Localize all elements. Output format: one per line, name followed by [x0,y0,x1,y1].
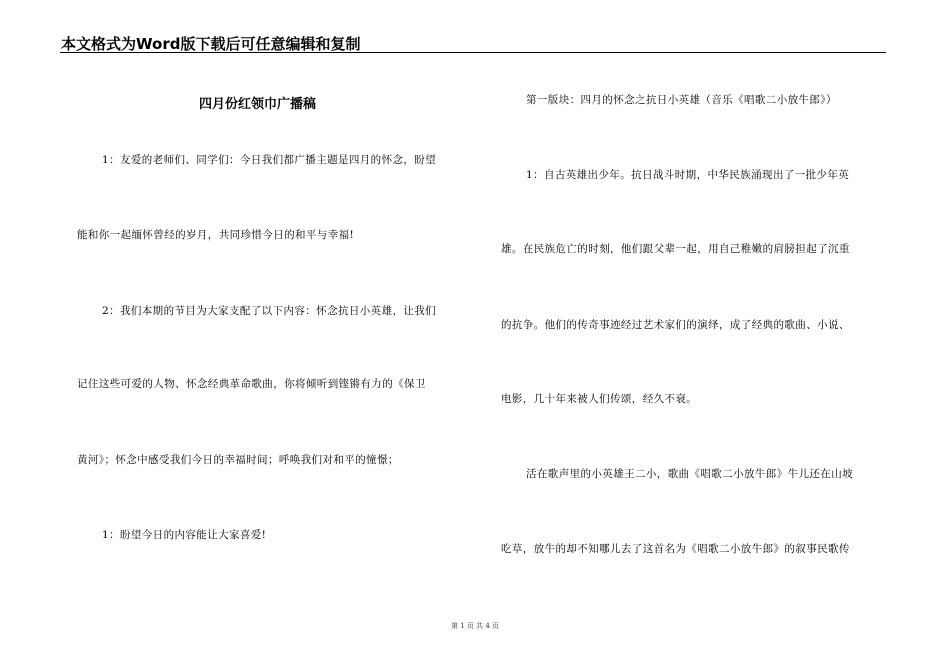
document-banner: 本文格式为Word版下载后可任意编辑和复制 [61,35,361,53]
paragraph-line: 记住这些可爱的人物、怀念经典革命歌曲，你将倾听到铿锵有力的《保卫 [77,378,426,390]
paragraph-line: 电影，几十年来被人们传颂，经久不衰。 [501,393,698,405]
paragraph-line: 2：我们本期的节目为大家支配了以下内容：怀念抗日小英雄，让我们 [102,305,437,317]
paragraph-line: 1：自古英雄出少年。抗日战斗时期，中华民族涌现出了一批少年英 [526,169,850,181]
paragraph-line: 吃草，放牛的却不知哪儿去了这首名为《唱歌二小放牛郎》的叙事民歌传 [501,543,850,555]
section-heading: 第一版块：四月的怀念之抗日小英雄（音乐《唱歌二小放牛郎》） [526,94,837,106]
paragraph-line: 的抗争。他们的传奇事迹经过艺术家们的演绎，成了经典的歌曲、小说、 [501,319,850,331]
page-footer: 第 1 页 共 4 页 [450,622,500,630]
paragraph-line: 黄河》；怀念中感受我们今日的幸福时间；呼唤我们对和平的憧憬； [77,454,399,466]
paragraph-line: 1：友爱的老师们、同学们：今日我们都广播主题是四月的怀念，盼望 [102,154,437,166]
header-divider [60,52,886,53]
paragraph-line: 1：盼望今日的内容能让大家喜爱! [102,529,267,541]
paragraph-line: 雄。在民族危亡的时刻，他们跟父辈一起，用自己稚嫩的肩膀担起了沉重 [501,243,850,255]
paragraph-line: 活在歌声里的小英雄王二小，歌曲《唱歌二小放牛郎》牛儿还在山坡 [526,468,853,480]
document-title: 四月份红领巾广播稿 [199,97,317,112]
paragraph-line: 能和你一起缅怀曾经的岁月，共同珍惜今日的和平与幸福! [77,229,355,241]
